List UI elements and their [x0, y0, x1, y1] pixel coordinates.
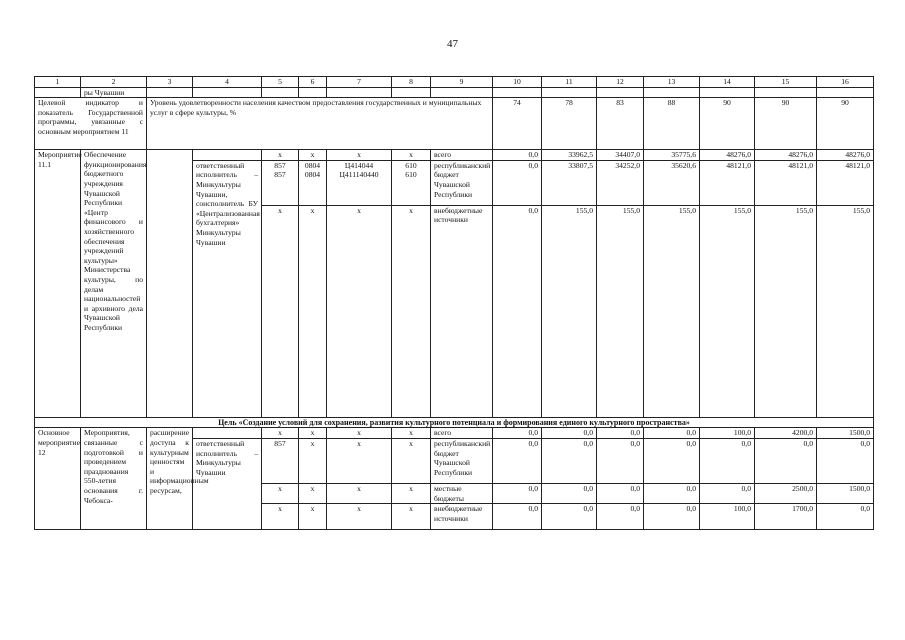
- m11-type: Мероприятие 11.1: [35, 150, 81, 418]
- m12-c7: x: [327, 428, 392, 439]
- m11-source: республиканский бюджет Чувашской Республики: [431, 160, 493, 205]
- header-cell: 13: [644, 77, 700, 88]
- m12-value: 0,0: [700, 483, 755, 503]
- m12-value: 0,0: [755, 438, 817, 483]
- m12-value: 0,0: [644, 504, 700, 530]
- m12-c5: 857: [262, 438, 299, 483]
- header-cell: 3: [147, 77, 193, 88]
- m11-name: Обеспечение функционирования бюджетного учреждения Чувашской Республики «Центр финансового и хозяйственного обеспечения учреждений культуры» Министерства культуры, по делам национальностей и архивного дела Чувашской Республики: [81, 150, 147, 418]
- header-cell: 14: [700, 77, 755, 88]
- header-cell: 6: [299, 77, 327, 88]
- m12-value: 1500,0: [817, 483, 874, 503]
- header-cell: 11: [542, 77, 597, 88]
- program-table: [34, 76, 874, 530]
- header-cell: 15: [755, 77, 817, 88]
- indicator-value: 83: [597, 98, 644, 150]
- header-cell: 1: [35, 77, 81, 88]
- m11-c8: x: [392, 150, 431, 161]
- m12-value: 0,0: [597, 504, 644, 530]
- m12-source: всего: [431, 428, 493, 439]
- header-cell: 10: [493, 77, 542, 88]
- m11-value: 0,0: [493, 150, 542, 161]
- header-cell: 9: [431, 77, 493, 88]
- m12-value: 0,0: [493, 483, 542, 503]
- m12-value: 100,0: [700, 504, 755, 530]
- m12-c5: x: [262, 504, 299, 530]
- m12-value: 1700,0: [755, 504, 817, 530]
- indicator-value: 90: [817, 98, 874, 150]
- m11-c7: x: [327, 205, 392, 417]
- m12-value: 0,0: [817, 504, 874, 530]
- m11-value: 155,0: [542, 205, 597, 417]
- m11-source: всего: [431, 150, 493, 161]
- m11-row: [35, 150, 874, 161]
- header-cell: 16: [817, 77, 874, 88]
- m12-value: 0,0: [597, 428, 644, 439]
- m11-value: 48121,0: [817, 160, 874, 205]
- m12-value: 0,0: [597, 483, 644, 503]
- m11-value: 48276,0: [817, 150, 874, 161]
- m12-c6: x: [299, 504, 327, 530]
- m12-value: 2500,0: [755, 483, 817, 503]
- m12-value: 0,0: [644, 483, 700, 503]
- m11-value: 155,0: [817, 205, 874, 417]
- m11-c6: x: [299, 205, 327, 417]
- header-cell: 8: [392, 77, 431, 88]
- m12-source: внебюджетные источники: [431, 504, 493, 530]
- m11-c8: 610 610: [392, 160, 431, 205]
- m11-value: 48121,0: [755, 160, 817, 205]
- m11-value: 155,0: [700, 205, 755, 417]
- m11-value: 34407,0: [597, 150, 644, 161]
- header-cell: 5: [262, 77, 299, 88]
- header-cell: 7: [327, 77, 392, 88]
- m12-value: 0,0: [493, 428, 542, 439]
- m11-value: 33962,5: [542, 150, 597, 161]
- m11-c8: x: [392, 205, 431, 417]
- indicator-value: 90: [755, 98, 817, 150]
- indicator-row: [35, 98, 874, 150]
- header-row: [35, 77, 874, 88]
- m12-c8: x: [392, 428, 431, 439]
- continuation-row: [35, 87, 874, 98]
- m12-c7: x: [327, 483, 392, 503]
- m12-goal: расширение доступа к культурным ценностям и информационным ресурсам,: [147, 428, 193, 530]
- section-title: Цель «Создание условий для сохранения, развития культурного потенциала и формирования единого культурного пространства»: [35, 417, 874, 428]
- m12-c6: x: [299, 483, 327, 503]
- section-row: [35, 417, 874, 428]
- m11-c5: 857 857: [262, 160, 299, 205]
- m12-value: 4200,0: [755, 428, 817, 439]
- m12-value: 0,0: [542, 483, 597, 503]
- m11-source: внебюджетные источники: [431, 205, 493, 417]
- m11-goal: [147, 150, 193, 418]
- m11-c7: Ц414044 Ц411140440: [327, 160, 392, 205]
- indicator-value: 78: [542, 98, 597, 150]
- page-number: 47: [447, 38, 458, 50]
- m11-value: 33807,5: [542, 160, 597, 205]
- m11-c7: x: [327, 150, 392, 161]
- m12-value: 0,0: [644, 438, 700, 483]
- m12-value: 0,0: [542, 504, 597, 530]
- indicator-value: 88: [644, 98, 700, 150]
- m12-c8: x: [392, 438, 431, 483]
- m12-name: Мероприятия, связанные с подготовкой и проведением празднования 550-летия основания г. Чебокса-: [81, 428, 147, 530]
- m12-row: [35, 428, 874, 439]
- m11-value: 0,0: [493, 160, 542, 205]
- indicator-value: 74: [493, 98, 542, 150]
- m12-value: 100,0: [700, 428, 755, 439]
- m12-resp: ответственный исполнитель – Минкультуры Чувашии: [193, 438, 262, 529]
- m12-value: 0,0: [542, 428, 597, 439]
- m11-value: 0,0: [493, 205, 542, 417]
- m11-c6: x: [299, 150, 327, 161]
- m11-value: 48276,0: [755, 150, 817, 161]
- header-cell: 12: [597, 77, 644, 88]
- m11-value: 155,0: [644, 205, 700, 417]
- m12-value: 0,0: [700, 438, 755, 483]
- m12-value: 0,0: [542, 438, 597, 483]
- m11-value: 35775,6: [644, 150, 700, 161]
- m12-source: республиканский бюджет Чувашской Республики: [431, 438, 493, 483]
- indicator-desc: Уровень удовлетворенности населения качеством предоставления государственных и муниципальных услуг в сфере культуры, %: [147, 98, 493, 150]
- m11-resp-blank: [193, 150, 262, 161]
- m11-value: 155,0: [755, 205, 817, 417]
- m12-value: 1500,0: [817, 428, 874, 439]
- m12-type: Основное мероприятие 12: [35, 428, 81, 530]
- m12-c6: x: [299, 428, 327, 439]
- header-cell: 4: [193, 77, 262, 88]
- m12-c8: x: [392, 483, 431, 503]
- m11-c6: 0804 0804: [299, 160, 327, 205]
- m11-resp: ответственный исполнитель – Минкультуры Чувашии, соисполнитель БУ «Централизованная бухгалтерия» Минкультуры Чувашии: [193, 160, 262, 417]
- m11-c5: x: [262, 150, 299, 161]
- m12-resp-blank: [193, 428, 262, 439]
- indicator-label: Целевой индикатор и показатель Государственной программы, увязанные с основным мероприятием 11: [35, 98, 147, 150]
- m11-value: 48121,0: [700, 160, 755, 205]
- m12-c6: x: [299, 438, 327, 483]
- m12-c7: x: [327, 504, 392, 530]
- m11-value: 155,0: [597, 205, 644, 417]
- m12-value: 0,0: [493, 438, 542, 483]
- m12-source: местные бюджеты: [431, 483, 493, 503]
- m11-value: 35620,6: [644, 160, 700, 205]
- m12-value: 0,0: [644, 428, 700, 439]
- m12-value: 0,0: [817, 438, 874, 483]
- m11-c5: x: [262, 205, 299, 417]
- header-cell: 2: [81, 77, 147, 88]
- m11-value: 34252,0: [597, 160, 644, 205]
- m12-c8: x: [392, 504, 431, 530]
- m11-value: 48276,0: [700, 150, 755, 161]
- m12-c5: x: [262, 428, 299, 439]
- indicator-value: 90: [700, 98, 755, 150]
- m12-c5: x: [262, 483, 299, 503]
- m12-value: 0,0: [597, 438, 644, 483]
- m12-c7: x: [327, 438, 392, 483]
- m12-value: 0,0: [493, 504, 542, 530]
- cont-text: ры Чувашии: [81, 87, 147, 98]
